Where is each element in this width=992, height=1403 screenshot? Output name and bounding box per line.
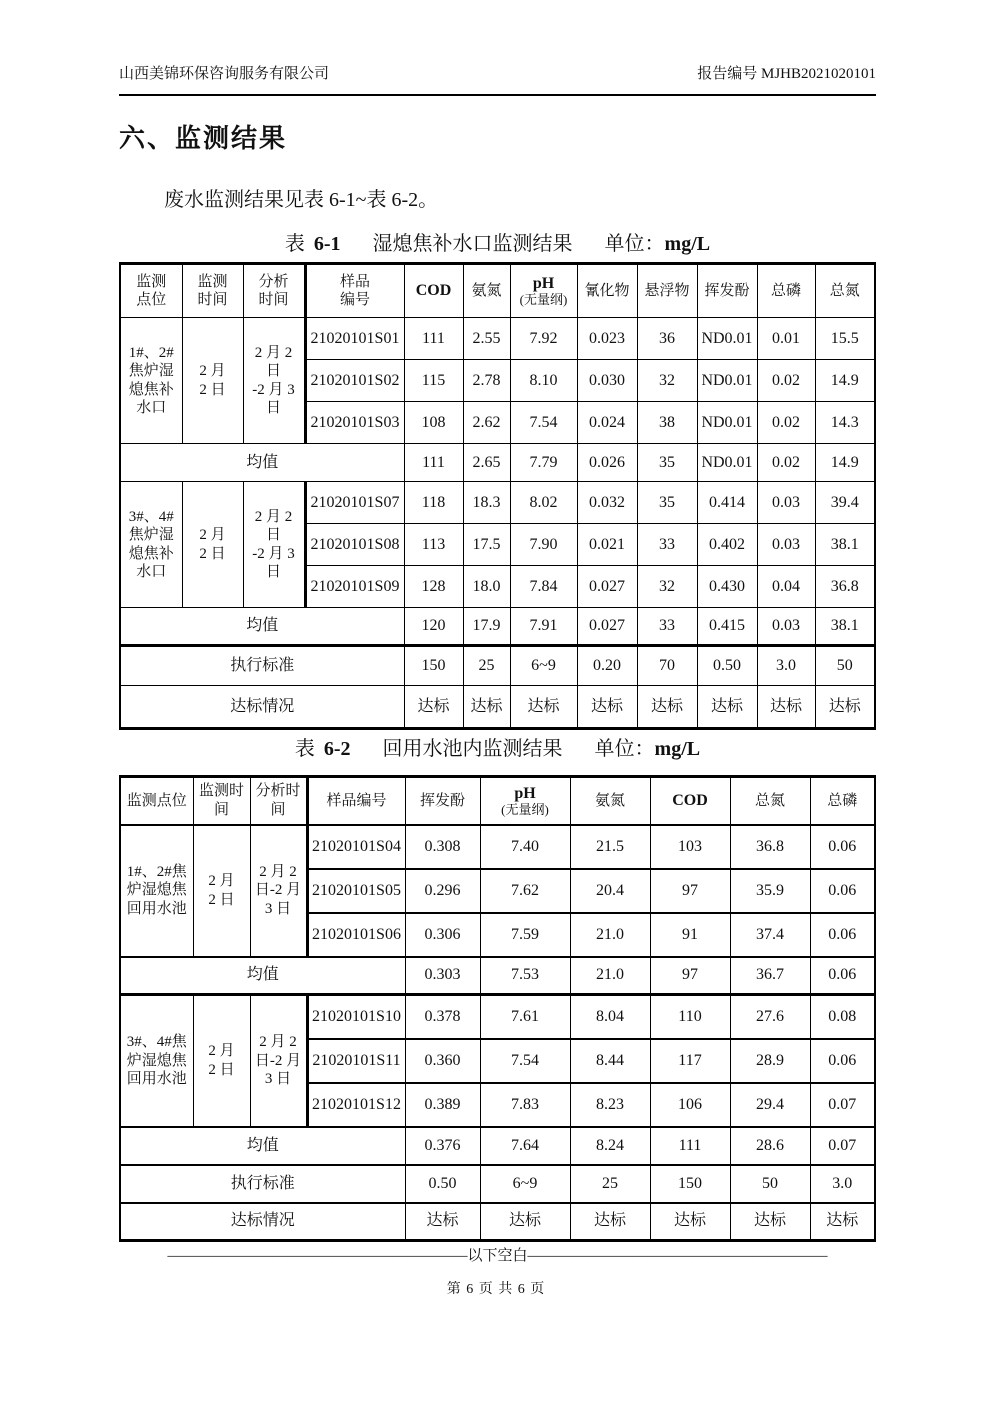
value-cell: 21.0 — [570, 913, 650, 957]
company-name: 山西美锦环保咨询服务有限公司 — [119, 66, 330, 82]
sample-no-cell: 21020101S03 — [305, 402, 404, 444]
mean-label-cell: 均值 — [120, 1127, 405, 1165]
value-cell: 0.026 — [577, 444, 637, 482]
value-cell: 7.54 — [510, 402, 577, 444]
value-cell: 0.308 — [405, 825, 480, 869]
header-cell: 总氮 — [730, 777, 810, 825]
value-cell: 7.84 — [510, 566, 577, 608]
header-cell: 监测时 间 — [193, 777, 250, 825]
caption-label: 表 — [294, 738, 315, 760]
header-cell: 总磷 — [810, 777, 875, 825]
value-cell: 103 — [650, 825, 730, 869]
value-cell: 14.3 — [815, 402, 875, 444]
value-cell: 36.8 — [815, 566, 875, 608]
mean-label-cell: 均值 — [120, 957, 405, 995]
value-cell: 达标 — [650, 1203, 730, 1241]
value-cell: 28.9 — [730, 1039, 810, 1083]
value-cell: 0.021 — [577, 524, 637, 566]
value-cell: 7.91 — [510, 608, 577, 646]
value-cell: 35 — [637, 444, 697, 482]
value-cell: 0.06 — [810, 1039, 875, 1083]
caption-title: 湿熄焦补水口监测结果 — [372, 233, 573, 255]
value-cell: 50 — [730, 1165, 810, 1203]
header-cell: 挥发酚 — [697, 264, 757, 318]
header-cell: 总氮 — [815, 264, 875, 318]
table-row — [120, 1127, 875, 1165]
value-cell: 达标 — [815, 686, 875, 729]
page-footer: 第 6 页 共 6 页 — [446, 1282, 546, 1297]
sample-no-cell: 21020101S09 — [305, 566, 404, 608]
value-cell: 2.62 — [463, 402, 510, 444]
compliance-label-cell: 达标情况 — [120, 686, 404, 729]
value-cell: 106 — [650, 1083, 730, 1127]
value-cell: 14.9 — [815, 444, 875, 482]
sample-no-cell: 21020101S10 — [307, 995, 405, 1039]
value-cell: 128 — [404, 566, 463, 608]
standard-label-cell: 执行标准 — [120, 1165, 405, 1203]
table-row — [120, 482, 875, 524]
value-cell: 117 — [650, 1039, 730, 1083]
value-cell: 111 — [404, 444, 463, 482]
table2-caption — [119, 732, 876, 761]
value-cell: 108 — [404, 402, 463, 444]
value-cell: 7.92 — [510, 318, 577, 360]
value-cell: 达标 — [570, 1203, 650, 1241]
value-cell: 7.62 — [480, 869, 570, 913]
value-cell: 21.5 — [570, 825, 650, 869]
monitor-time-cell: 2 月 2 日 — [182, 482, 243, 608]
value-cell: 2.65 — [463, 444, 510, 482]
sample-no-cell: 21020101S02 — [305, 360, 404, 402]
header-cell: 监测 时间 — [182, 264, 243, 318]
value-cell: 8.02 — [510, 482, 577, 524]
header-cell: 样品 编号 — [305, 264, 404, 318]
report-number: 报告编号 MJHB2021020101 — [697, 66, 876, 82]
caption-unit-value: mg/L — [654, 738, 701, 760]
value-cell: 达标 — [463, 686, 510, 729]
value-cell: 14.9 — [815, 360, 875, 402]
point-cell: 3#、4#焦炉湿熄焦回用水池 — [120, 995, 193, 1127]
value-cell: 8.10 — [510, 360, 577, 402]
value-cell: 0.402 — [697, 524, 757, 566]
ph-unit-note: (无量纲) — [519, 292, 568, 308]
value-cell: 8.24 — [570, 1127, 650, 1165]
caption-unit-value: mg/L — [664, 233, 711, 255]
sample-no-cell: 21020101S06 — [307, 913, 405, 957]
value-cell: 3.0 — [810, 1165, 875, 1203]
value-cell: 7.79 — [510, 444, 577, 482]
caption-title: 回用水池内监测结果 — [382, 738, 563, 760]
caption-unit-label: 单位： — [594, 738, 655, 760]
table-6-1 — [119, 262, 876, 730]
value-cell: 35.9 — [730, 869, 810, 913]
value-cell: 达标 — [757, 686, 815, 729]
value-cell: 0.03 — [757, 482, 815, 524]
value-cell: 6~9 — [480, 1165, 570, 1203]
value-cell: 110 — [650, 995, 730, 1039]
value-cell: 0.02 — [757, 360, 815, 402]
value-cell: 17.5 — [463, 524, 510, 566]
analysis-time-cell: 2 月 2 日-2 月 3 日 — [250, 995, 307, 1127]
value-cell: 25 — [463, 646, 510, 686]
compliance-label-cell: 达标情况 — [120, 1203, 405, 1241]
value-cell: ND0.01 — [697, 318, 757, 360]
table-row — [120, 777, 875, 825]
sample-no-cell: 21020101S12 — [307, 1083, 405, 1127]
value-cell: 150 — [404, 646, 463, 686]
value-cell: 32 — [637, 360, 697, 402]
value-cell: 27.6 — [730, 995, 810, 1039]
mean-label-cell: 均值 — [120, 608, 404, 646]
value-cell: 18.0 — [463, 566, 510, 608]
header-cell: COD — [404, 264, 463, 318]
value-cell: 29.4 — [730, 1083, 810, 1127]
value-cell: 8.04 — [570, 995, 650, 1039]
header-cell: 监测 点位 — [120, 264, 182, 318]
value-cell: 7.54 — [480, 1039, 570, 1083]
value-cell: 120 — [404, 608, 463, 646]
value-cell: 25 — [570, 1165, 650, 1203]
header-cell: 氨氮 — [463, 264, 510, 318]
value-cell: 7.61 — [480, 995, 570, 1039]
header-cell: 氰化物 — [577, 264, 637, 318]
table-row — [120, 995, 875, 1039]
value-cell: 7.83 — [480, 1083, 570, 1127]
header-cell: 总磷 — [757, 264, 815, 318]
value-cell: 38 — [637, 402, 697, 444]
value-cell: 50 — [815, 646, 875, 686]
value-cell: 33 — [637, 524, 697, 566]
value-cell: 0.389 — [405, 1083, 480, 1127]
ph-unit-note: (无量纲) — [501, 802, 549, 818]
value-cell: 38.1 — [815, 608, 875, 646]
standard-label-cell: 执行标准 — [120, 646, 404, 686]
value-cell: 7.90 — [510, 524, 577, 566]
value-cell: 7.59 — [480, 913, 570, 957]
caption-label: 表 — [284, 233, 305, 255]
value-cell: 91 — [650, 913, 730, 957]
header-cell — [480, 777, 570, 825]
value-cell: 20.4 — [570, 869, 650, 913]
analysis-time-cell: 2 月 2 日-2 月 3 日 — [250, 825, 307, 957]
value-cell: 21.0 — [570, 957, 650, 995]
value-cell: 115 — [404, 360, 463, 402]
value-cell: 达标 — [404, 686, 463, 729]
value-cell: 70 — [637, 646, 697, 686]
table-row — [120, 318, 875, 360]
ph-label: pH — [532, 274, 555, 292]
sample-no-cell: 21020101S05 — [307, 869, 405, 913]
value-cell: 达标 — [730, 1203, 810, 1241]
value-cell: 38.1 — [815, 524, 875, 566]
value-cell: 0.032 — [577, 482, 637, 524]
mean-label-cell: 均值 — [120, 444, 404, 482]
analysis-time-cell: 2 月 2 日 -2 月 3 日 — [243, 318, 305, 444]
value-cell: 7.64 — [480, 1127, 570, 1165]
value-cell: 39.4 — [815, 482, 875, 524]
value-cell: 150 — [650, 1165, 730, 1203]
value-cell: 0.023 — [577, 318, 637, 360]
table-6-2 — [119, 775, 876, 1242]
value-cell: 17.9 — [463, 608, 510, 646]
value-cell: 0.01 — [757, 318, 815, 360]
value-cell: 0.296 — [405, 869, 480, 913]
value-cell: 0.06 — [810, 825, 875, 869]
section-title: 六、监测结果 — [119, 124, 288, 153]
value-cell: 33 — [637, 608, 697, 646]
value-cell: 36 — [637, 318, 697, 360]
value-cell: 达标 — [577, 686, 637, 729]
value-cell: 0.04 — [757, 566, 815, 608]
value-cell: 0.415 — [697, 608, 757, 646]
caption-number: 6-1 — [313, 233, 341, 255]
value-cell: ND0.01 — [697, 402, 757, 444]
monitor-time-cell: 2 月 2 日 — [193, 825, 250, 957]
value-cell: 0.030 — [577, 360, 637, 402]
value-cell: 达标 — [405, 1203, 480, 1241]
table-row — [120, 686, 875, 729]
sample-no-cell: 21020101S08 — [305, 524, 404, 566]
value-cell: 0.303 — [405, 957, 480, 995]
value-cell: 0.50 — [697, 646, 757, 686]
value-cell: 0.03 — [757, 608, 815, 646]
header-cell: 样品编号 — [307, 777, 405, 825]
value-cell: 37.4 — [730, 913, 810, 957]
value-cell: 111 — [650, 1127, 730, 1165]
point-cell: 1#、2#焦炉湿熄焦回用水池 — [120, 825, 193, 957]
value-cell: 0.06 — [810, 913, 875, 957]
value-cell: 97 — [650, 869, 730, 913]
table-row — [120, 646, 875, 686]
value-cell: 2.55 — [463, 318, 510, 360]
table1-caption — [119, 227, 876, 256]
value-cell: 118 — [404, 482, 463, 524]
value-cell: 113 — [404, 524, 463, 566]
value-cell: 7.53 — [480, 957, 570, 995]
monitor-time-cell: 2 月 2 日 — [193, 995, 250, 1127]
header-cell: 挥发酚 — [405, 777, 480, 825]
value-cell: 0.20 — [577, 646, 637, 686]
value-cell: 0.024 — [577, 402, 637, 444]
header-cell: 分析时 间 — [250, 777, 307, 825]
value-cell: 0.08 — [810, 995, 875, 1039]
value-cell: 8.44 — [570, 1039, 650, 1083]
point-cell: 1#、2#焦炉湿熄焦补水口 — [120, 318, 182, 444]
header-cell: 分析 时间 — [243, 264, 305, 318]
table-row — [120, 825, 875, 869]
point-cell: 3#、4#焦炉湿熄焦补水口 — [120, 482, 182, 608]
header-cell: COD — [650, 777, 730, 825]
value-cell: 0.02 — [757, 444, 815, 482]
value-cell: 3.0 — [757, 646, 815, 686]
value-cell: 0.07 — [810, 1127, 875, 1165]
ph-label: pH — [514, 784, 536, 802]
value-cell: 28.6 — [730, 1127, 810, 1165]
caption-number: 6-2 — [323, 738, 351, 760]
value-cell: 32 — [637, 566, 697, 608]
blank-below-note: ————————————————————以下空白———————————————————— — [167, 1248, 828, 1264]
table-row — [120, 1165, 875, 1203]
intro-text: 废水监测结果见表 6-1~表 6-2。 — [164, 189, 439, 211]
value-cell: 97 — [650, 957, 730, 995]
table-row — [120, 608, 875, 646]
value-cell: 0.430 — [697, 566, 757, 608]
value-cell: ND0.01 — [697, 444, 757, 482]
value-cell: 0.378 — [405, 995, 480, 1039]
value-cell: 0.06 — [810, 957, 875, 995]
value-cell: 2.78 — [463, 360, 510, 402]
analysis-time-cell: 2 月 2 日 -2 月 3 日 — [243, 482, 305, 608]
sample-no-cell: 21020101S04 — [307, 825, 405, 869]
header-cell — [510, 264, 577, 318]
value-cell: 18.3 — [463, 482, 510, 524]
table-row — [120, 957, 875, 995]
value-cell: 0.414 — [697, 482, 757, 524]
value-cell: 15.5 — [815, 318, 875, 360]
sample-no-cell: 21020101S11 — [307, 1039, 405, 1083]
value-cell: 达标 — [810, 1203, 875, 1241]
value-cell: 0.50 — [405, 1165, 480, 1203]
value-cell: 6~9 — [510, 646, 577, 686]
sample-no-cell: 21020101S01 — [305, 318, 404, 360]
table-row — [120, 1203, 875, 1241]
value-cell: 0.027 — [577, 566, 637, 608]
value-cell: ND0.01 — [697, 360, 757, 402]
value-cell: 0.06 — [810, 869, 875, 913]
header-cell: 悬浮物 — [637, 264, 697, 318]
value-cell: 达标 — [637, 686, 697, 729]
value-cell: 0.027 — [577, 608, 637, 646]
value-cell: 达标 — [480, 1203, 570, 1241]
value-cell: 0.360 — [405, 1039, 480, 1083]
value-cell: 0.376 — [405, 1127, 480, 1165]
value-cell: 35 — [637, 482, 697, 524]
value-cell: 36.8 — [730, 825, 810, 869]
monitor-time-cell: 2 月 2 日 — [182, 318, 243, 444]
value-cell: 8.23 — [570, 1083, 650, 1127]
sample-no-cell: 21020101S07 — [305, 482, 404, 524]
document-header — [119, 62, 876, 96]
table-row — [120, 264, 875, 318]
value-cell: 达标 — [697, 686, 757, 729]
value-cell: 0.306 — [405, 913, 480, 957]
value-cell: 36.7 — [730, 957, 810, 995]
value-cell: 0.02 — [757, 402, 815, 444]
value-cell: 0.03 — [757, 524, 815, 566]
caption-unit-label: 单位： — [604, 233, 665, 255]
value-cell: 达标 — [510, 686, 577, 729]
table-row — [120, 444, 875, 482]
header-cell: 氨氮 — [570, 777, 650, 825]
value-cell: 111 — [404, 318, 463, 360]
header-cell: 监测点位 — [120, 777, 193, 825]
value-cell: 0.07 — [810, 1083, 875, 1127]
value-cell: 7.40 — [480, 825, 570, 869]
